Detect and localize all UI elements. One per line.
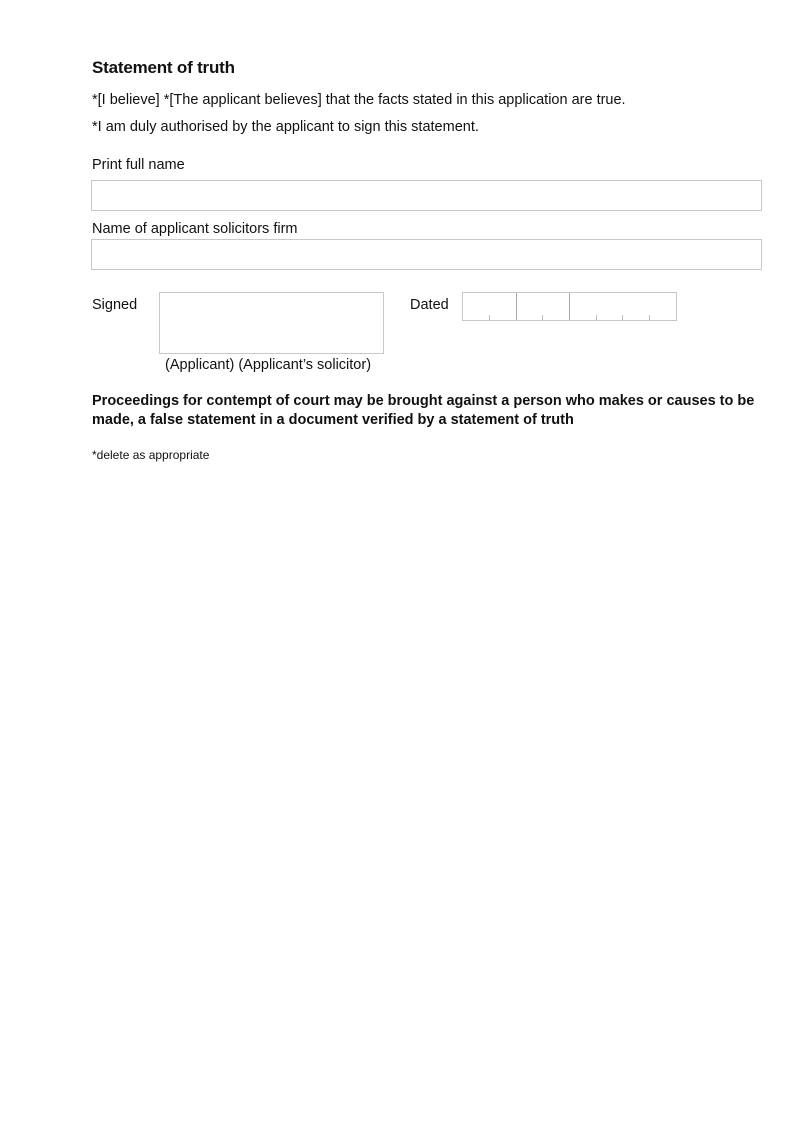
date-field[interactable]	[462, 292, 677, 321]
footnote: *delete as appropriate	[92, 448, 210, 462]
dated-label: Dated	[410, 297, 449, 313]
date-divider-month-year	[569, 293, 570, 320]
full-name-label: Print full name	[92, 157, 185, 173]
date-month-tick	[542, 315, 543, 320]
full-name-field[interactable]	[91, 180, 762, 211]
date-year-tick	[649, 315, 650, 320]
firm-name-label: Name of applicant solicitors firm	[92, 221, 298, 237]
signer-caption: (Applicant) (Applicant’s solicitor)	[165, 357, 372, 373]
contempt-warning: Proceedings for contempt of court may be brought against a person who makes or causes to be made, a false statement in a document verified by a statement of truth	[92, 393, 755, 428]
firm-name-field[interactable]	[91, 239, 762, 270]
belief-statement: *[I believe] *[The applicant believes] that the facts stated in this application are true.	[92, 92, 626, 108]
section-title: Statement of truth	[92, 58, 235, 77]
authorised-statement: *I am duly authorised by the applicant to sign this statement.	[92, 119, 479, 135]
date-day-tick	[489, 315, 490, 320]
date-year-tick	[596, 315, 597, 320]
signed-label: Signed	[92, 297, 138, 313]
signature-box[interactable]	[159, 292, 384, 354]
date-divider-day-month	[516, 293, 517, 320]
date-year-tick	[622, 315, 623, 320]
